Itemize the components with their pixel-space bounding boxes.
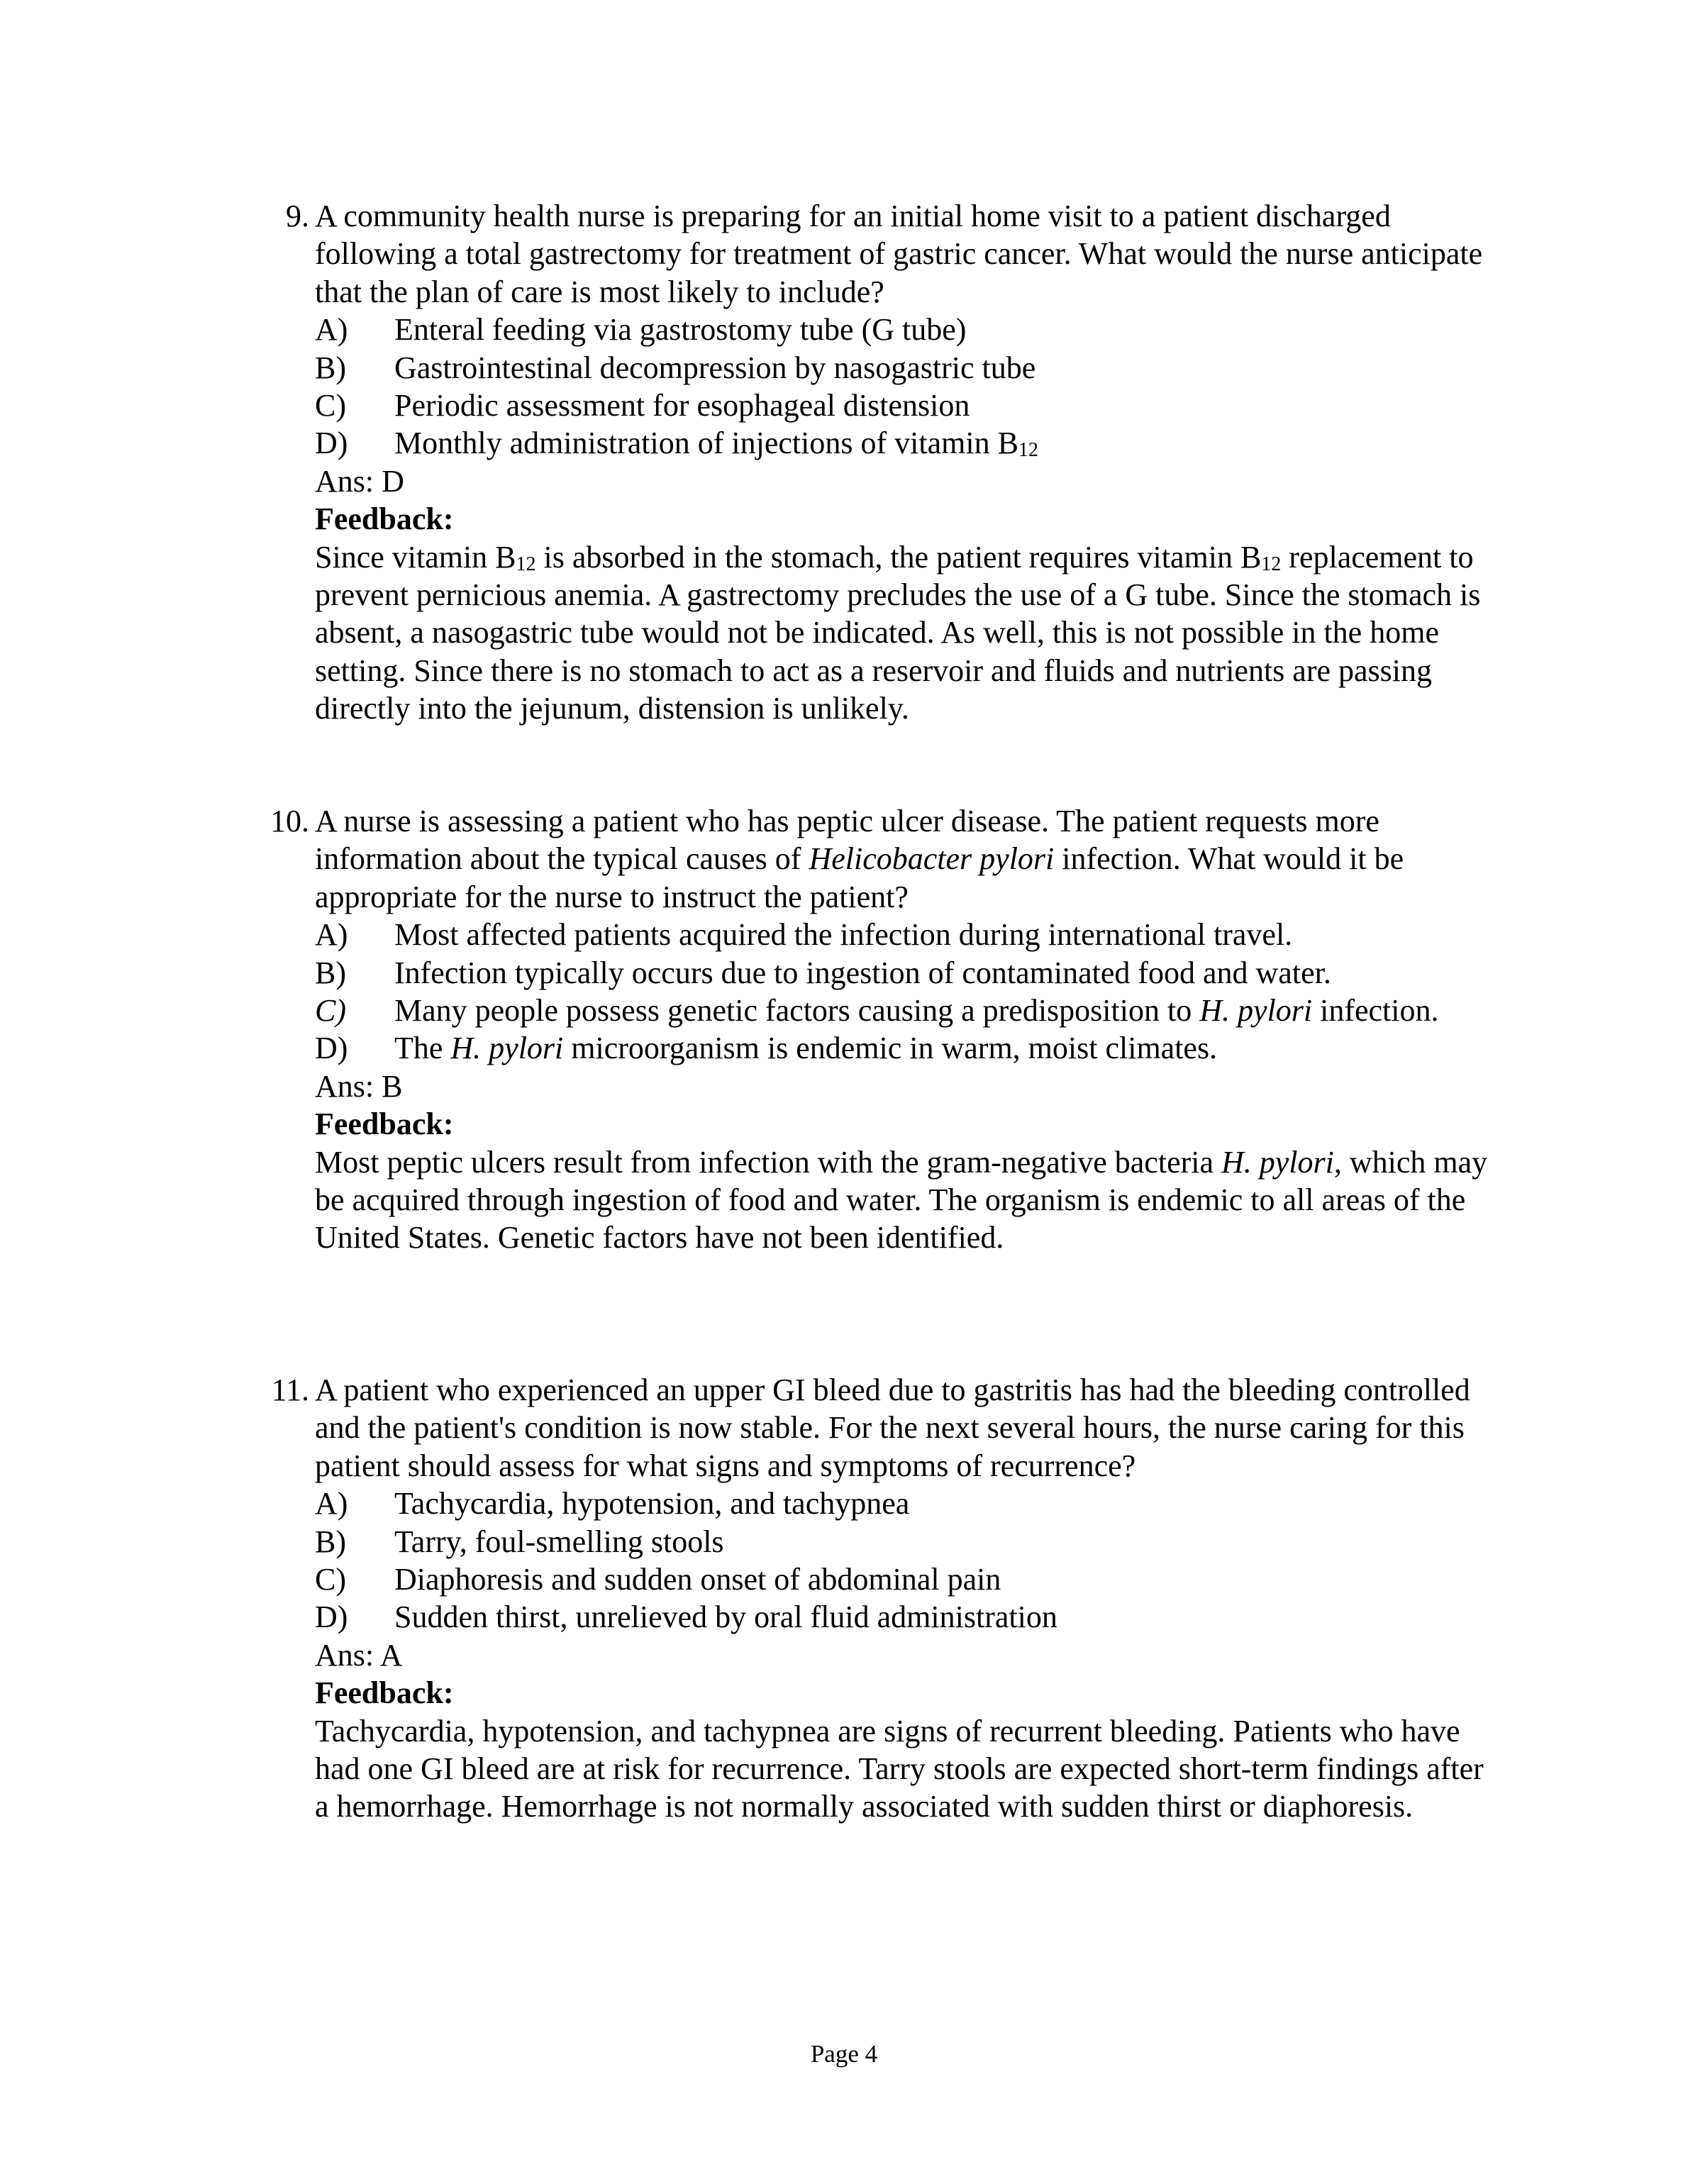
question-10 bbox=[270, 802, 1489, 1257]
option-label: B) bbox=[315, 955, 346, 990]
option-d bbox=[315, 1598, 1489, 1636]
option-text: Enteral feeding via gastrostomy tube (G tube) bbox=[394, 312, 967, 348]
option-c bbox=[315, 1561, 1489, 1598]
feedback-heading: Feedback: bbox=[315, 1675, 454, 1711]
question-number: 11. bbox=[271, 1373, 309, 1407]
feedback-text: Tachycardia, hypotension, and tachypnea are signs of recurrent bleeding. Patients who have had one GI bleed are at risk for recurrence. Tarry stools are expected short-term findings after a hemorrhage. Hemorrhage is not normally associated with sudden thirst or diaphoresis. bbox=[315, 1713, 1484, 1824]
option-a bbox=[315, 916, 1489, 953]
option-a bbox=[315, 311, 1489, 348]
option-segment: infection. bbox=[1312, 993, 1439, 1029]
option-text: Diaphoresis and sudden onset of abdominal pain bbox=[394, 1562, 1001, 1597]
answer: Ans: B bbox=[315, 1068, 403, 1104]
option-label: D) bbox=[315, 426, 348, 461]
option-segment: Many people possess genetic factors causing a predisposition to bbox=[394, 993, 1200, 1029]
option-text: Infection typically occurs due to ingestion of contaminated food and water. bbox=[394, 955, 1331, 990]
stem-segment: infection. What would it be appropriate for the nurse to instruct the patient? bbox=[315, 841, 1404, 914]
question-body bbox=[315, 197, 1489, 728]
question-stem bbox=[315, 802, 1489, 916]
question-body bbox=[315, 802, 1489, 1257]
option-label: A) bbox=[315, 312, 348, 348]
feedback-segment: replacement to prevent pernicious anemia. A gastrectomy precludes the use of a G tube. Since the stomach is absent, a nasogastric tube would not be indicated. As well, this is not possible in the home setting. Since there is no stomach to act as a reservoir and fluids and nutrients are passing directly into the jejunum, distension is unlikely. bbox=[315, 539, 1481, 726]
option-label: C) bbox=[315, 388, 346, 423]
question-body bbox=[315, 1371, 1489, 1826]
option-d bbox=[315, 424, 1489, 462]
option-segment: microorganism is endemic in warm, moist climates. bbox=[563, 1031, 1218, 1066]
option-label: D) bbox=[315, 1600, 348, 1635]
feedback-heading: Feedback: bbox=[315, 501, 454, 537]
option-c bbox=[315, 992, 1489, 1029]
subscript: 12 bbox=[516, 553, 536, 575]
option-label: B) bbox=[315, 350, 346, 385]
organism-name: H. pylori bbox=[1221, 1144, 1334, 1180]
subscript: 12 bbox=[1018, 439, 1038, 462]
option-d bbox=[315, 1029, 1489, 1067]
option-text: Monthly administration of injections of vitamin B bbox=[394, 426, 1018, 461]
organism-name: H. pylori bbox=[450, 1031, 564, 1066]
feedback-segment: Since vitamin B bbox=[315, 539, 516, 575]
option-b bbox=[315, 349, 1489, 387]
answer: Ans: D bbox=[315, 463, 404, 499]
question-stem: A patient who experienced an upper GI bleed due to gastritis has had the bleeding controlled and the patient's condition is now stable. For the next several hours, the nurse caring for this patient should assess for what signs and symptoms of recurrence? bbox=[315, 1373, 1470, 1483]
question-number: 10. bbox=[270, 804, 309, 838]
organism-name: Helicobacter pylori bbox=[809, 841, 1055, 877]
option-text: Periodic assessment for esophageal distension bbox=[394, 388, 970, 423]
question-11 bbox=[270, 1371, 1489, 1826]
option-text: Sudden thirst, unrelieved by oral fluid administration bbox=[394, 1600, 1057, 1635]
question-number: 9. bbox=[286, 199, 309, 233]
stem-segment: A nurse is assessing a patient who has peptic ulcer disease. The patient requests more information about the typical causes of bbox=[315, 804, 1379, 877]
feedback-segment: , which may be acquired through ingestion of food and water. The organism is endemic to all areas of the United States. Genetic factors have not been identified. bbox=[315, 1144, 1488, 1255]
option-text: Tarry, foul-smelling stools bbox=[394, 1524, 724, 1559]
question-stem: A community health nurse is preparing for an initial home visit to a patient discharged following a total gastrectomy for treatment of gastric cancer. What would the nurse anticipate that the plan of care is most likely to include? bbox=[315, 199, 1483, 309]
feedback-heading: Feedback: bbox=[315, 1107, 454, 1142]
feedback-text bbox=[315, 538, 1489, 728]
option-text bbox=[394, 993, 1438, 1028]
option-text bbox=[394, 1031, 1217, 1065]
answer: Ans: A bbox=[315, 1637, 403, 1673]
option-c bbox=[315, 387, 1489, 424]
subscript: 12 bbox=[1261, 553, 1282, 575]
option-text: Most affected patients acquired the infection during international travel. bbox=[394, 917, 1293, 953]
option-label: B) bbox=[315, 1524, 346, 1559]
question-9 bbox=[270, 197, 1489, 728]
option-b bbox=[315, 1523, 1489, 1561]
option-label: A) bbox=[315, 917, 348, 953]
feedback-segment: Most peptic ulcers result from infection with the gram-negative bacteria bbox=[315, 1144, 1221, 1180]
page-number: Page 4 bbox=[810, 2040, 878, 2068]
option-b bbox=[315, 954, 1489, 992]
option-text: Gastrointestinal decompression by nasogastric tube bbox=[394, 350, 1036, 385]
option-segment: The bbox=[394, 1031, 451, 1066]
option-label: C) bbox=[315, 993, 346, 1029]
organism-name: H. pylori bbox=[1199, 993, 1313, 1029]
option-label: C) bbox=[315, 1562, 346, 1597]
feedback-segment: is absorbed in the stomach, the patient requires vitamin B bbox=[535, 539, 1262, 575]
option-label: A) bbox=[315, 1486, 348, 1521]
option-label: D) bbox=[315, 1031, 348, 1066]
feedback-text bbox=[315, 1143, 1489, 1257]
option-text: Tachycardia, hypotension, and tachypnea bbox=[394, 1486, 910, 1521]
option-a bbox=[315, 1485, 1489, 1522]
